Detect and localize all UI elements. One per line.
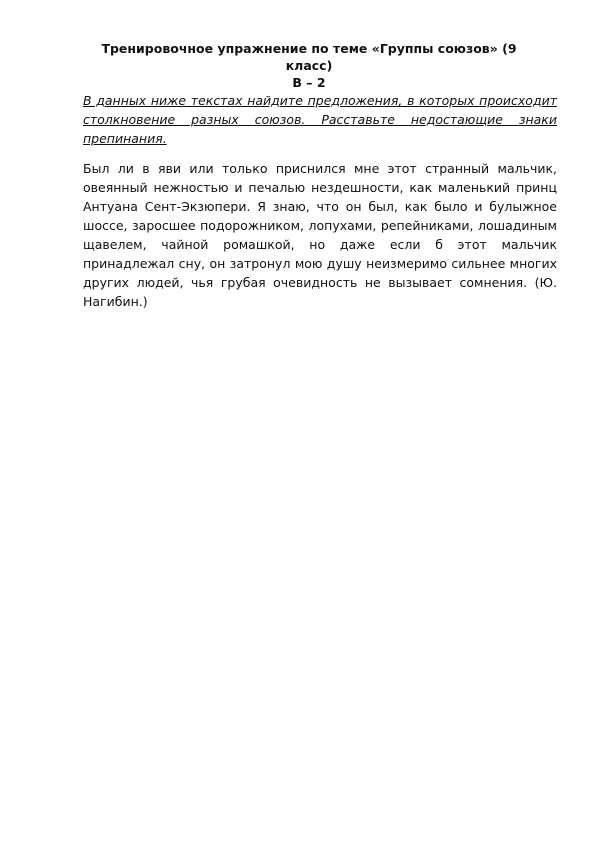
page-title-line-2: класс) bbox=[285, 58, 333, 73]
title-block bbox=[70, 40, 548, 91]
task-instruction: В данных ниже текстах найдите предложения, в которых происходит столкновение разных союзов. Расставьте недостающие знаки препинания. bbox=[83, 93, 557, 146]
page-title-line-1: Тренировочное упражнение по теме «Группы союзов» (9 bbox=[101, 41, 517, 56]
variant-label: В – 2 bbox=[292, 75, 326, 90]
exercise-text: Был ли в яви или только приснился мне этот странный мальчик, овеянный нежностью и печалью нездешности, как маленький принц Антуана Сент-Экзюпери. Я знаю, что он был, как было и булыжное шоссе, заросшее подорожником, лопухами, репейниками, лошадиным щавелем, чайной ромашкой, но даже если б этот мальчик принадлежал сну, он затронул мою душу неизмеримо сильнее многих других людей, чья грубая очевидность не вызывает сомнения. (Ю. Нагибин.) bbox=[83, 161, 557, 309]
